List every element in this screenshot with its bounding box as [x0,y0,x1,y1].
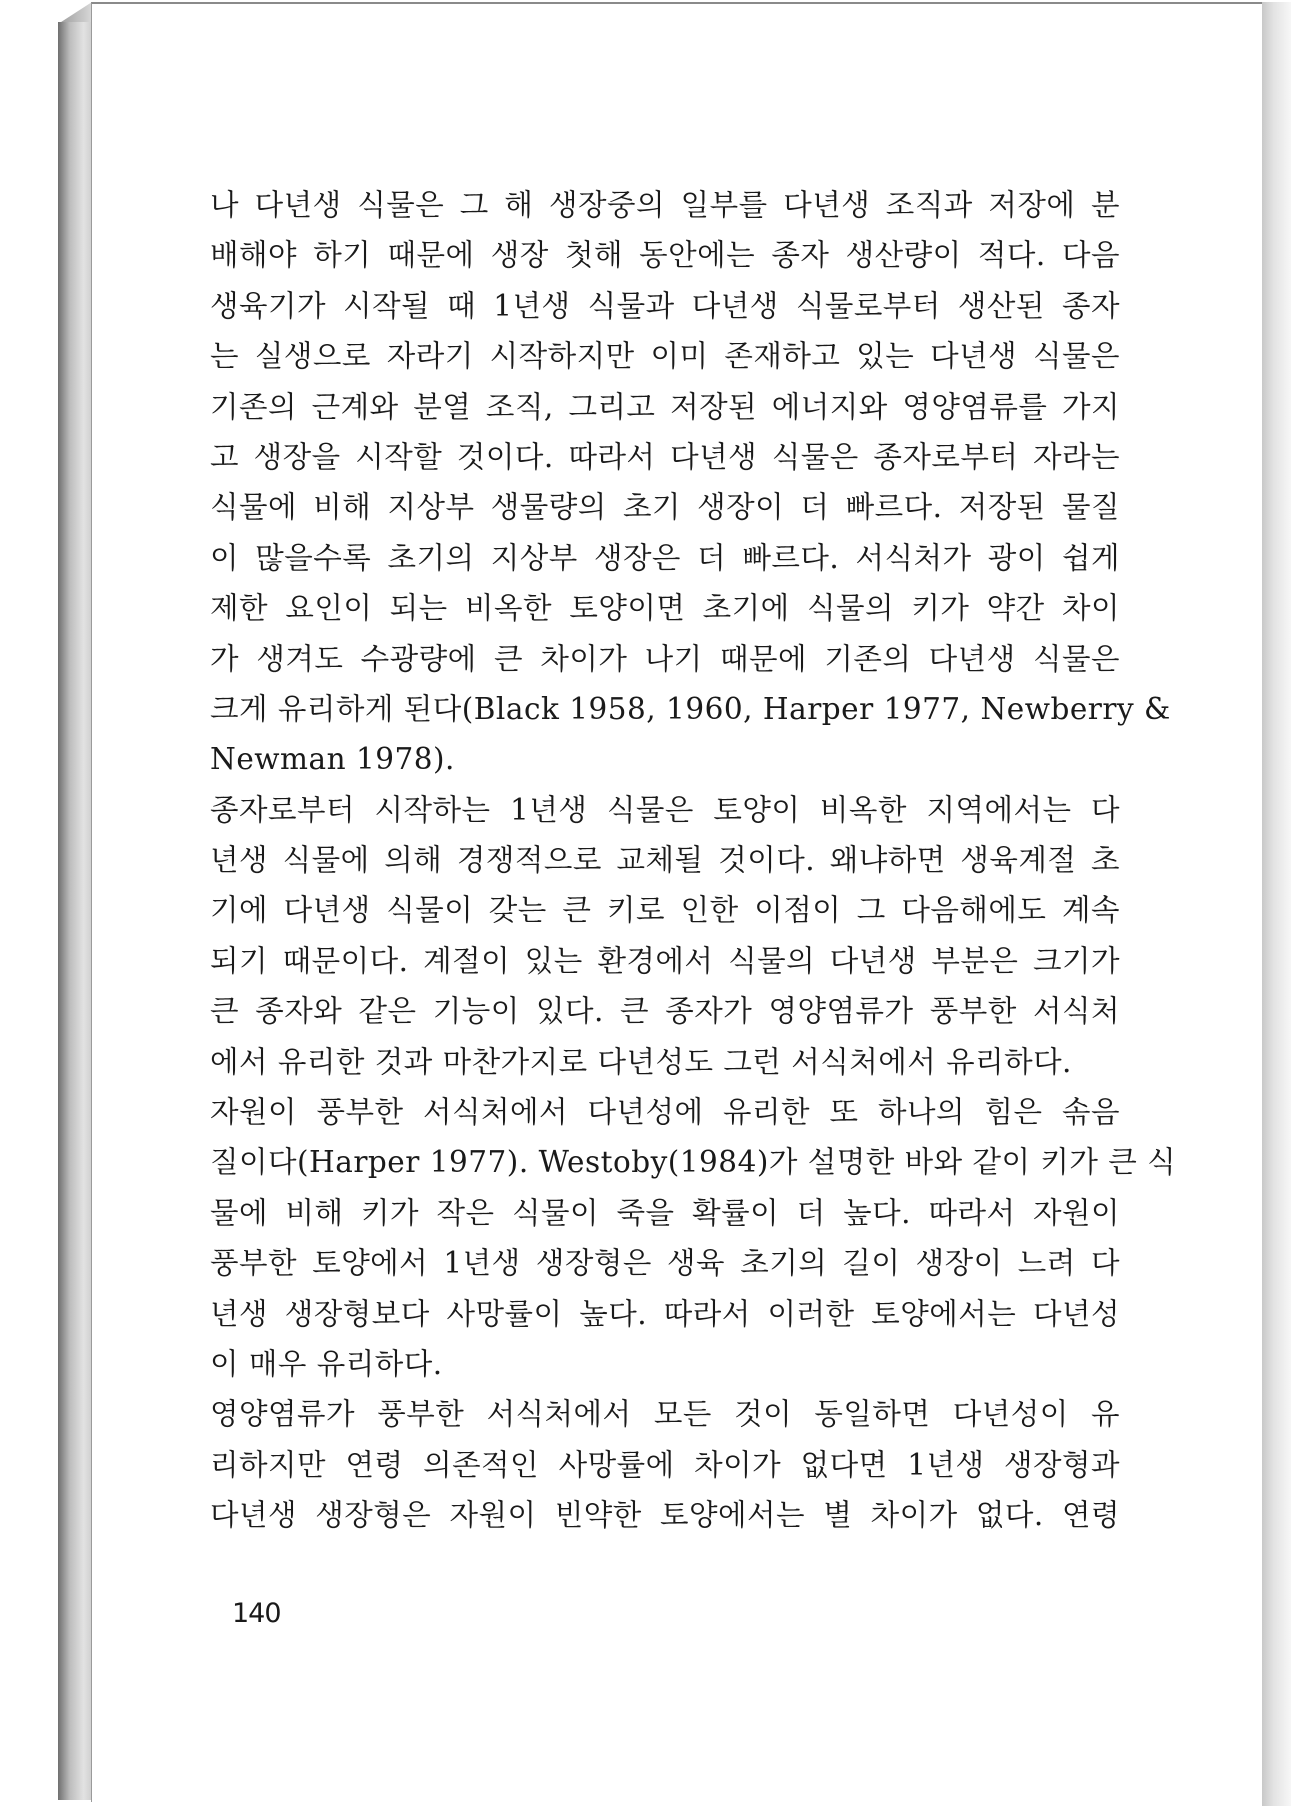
text-line: 년생 식물에 의해 경쟁적으로 교체될 것이다. 왜냐하면 생육계절 초 [210,843,1120,878]
text-line: 물에 비해 키가 작은 식물이 죽을 확률이 더 높다. 따라서 자원이 [210,1195,1120,1230]
text-line: 고 생장을 시작할 것이다. 따라서 다년생 식물은 종자로부터 자라는 [210,439,1120,474]
page-number: 140 [232,1598,281,1629]
text-line: 풍부한 토양에서 1년생 생장형은 생육 초기의 길이 생장이 느려 다 [210,1246,1120,1281]
text-line: 나 다년생 식물은 그 해 생장중의 일부를 다년생 조직과 저장에 분 [210,188,1120,222]
text-line: 가 생겨도 수광량에 큰 차이가 나기 때문에 기존의 다년생 식물은 [210,641,1120,676]
text-line: 리하지만 연령 의존적인 사망률에 차이가 없다면 1년생 생장형과 [210,1447,1120,1482]
text-line: 종자로부터 시작하는 1년생 식물은 토양이 비옥한 지역에서는 다 [210,792,1120,827]
text-line: 크게 유리하게 된다(Black 1958, 1960, Harper 1977, Newberry & [210,691,1171,726]
text-line: 다년생 생장형은 자원이 빈약한 토양에서는 별 차이가 없다. 연령 [210,1498,1120,1533]
text-line: 영양염류가 풍부한 서식처에서 모든 것이 동일하면 다년성이 유 [210,1397,1120,1432]
text-line: 큰 종자와 같은 기능이 있다. 큰 종자가 영양염류가 풍부한 서식처 [210,994,1120,1029]
text-line: 생육기가 시작될 때 1년생 식물과 다년생 식물로부터 생산된 종자 [210,288,1120,323]
book-spine-top [58,2,92,24]
text-line: 질이다(Harper 1977). Westoby(1984)가 설명한 바와 같이 키가 큰 식 [210,1145,1177,1180]
text-line: 배해야 하기 때문에 생장 첫해 동안에는 종자 생산량이 적다. 다음 [210,238,1120,273]
text-line: 되기 때문이다. 계절이 있는 환경에서 식물의 다년생 부분은 크기가 [210,943,1120,978]
text-line: Newman 1978). [210,742,455,777]
text-line: 이 많을수록 초기의 지상부 생장은 더 빠르다. 서식처가 광이 쉽게 [210,540,1120,575]
text-line: 기존의 근계와 분열 조직, 그리고 저장된 에너지와 영양염류를 가지 [210,389,1120,424]
text-line: 식물에 비해 지상부 생물량의 초기 생장이 더 빠르다. 저장된 물질 [210,490,1120,525]
text-line: 년생 생장형보다 사망률이 높다. 따라서 이러한 토양에서는 다년성 [210,1296,1120,1331]
text-line: 이 매우 유리하다. [210,1346,443,1381]
text-line: 에서 유리한 것과 마찬가지로 다년성도 그런 서식처에서 유리하다. [210,1044,1072,1079]
text-line: 자원이 풍부한 서식처에서 다년성에 유리한 또 하나의 힘은 솎음 [210,1095,1120,1130]
text-line: 기에 다년생 식물이 갖는 큰 키로 인한 이점이 그 다음해에도 계속 [210,893,1120,928]
text-line: 제한 요인이 되는 비옥한 토양이면 초기에 식물의 키가 약간 차이 [210,591,1120,626]
book-spine [58,22,92,1800]
page-text [210,180,1177,1541]
text-line: 는 실생으로 자라기 시작하지만 이미 존재하고 있는 다년생 식물은 [210,339,1120,374]
page-edge-shadow [1262,2,1291,1806]
